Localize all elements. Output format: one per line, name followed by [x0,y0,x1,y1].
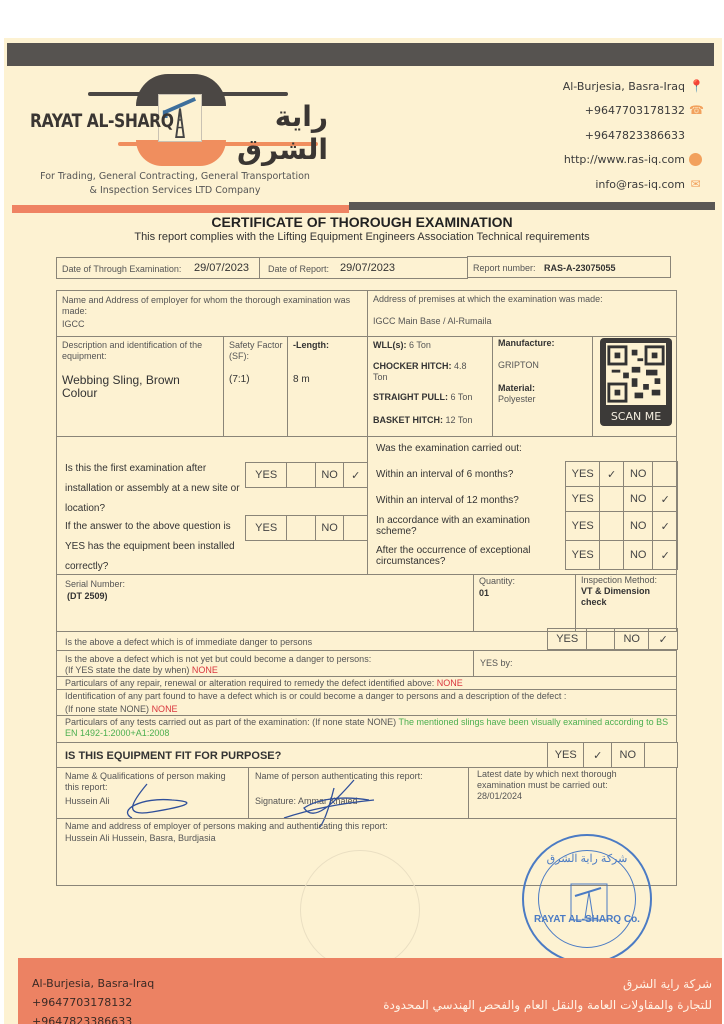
footer-arabic-line-1: شركة راية الشرق [623,977,712,991]
contact-website[interactable]: http://www.ras-iq.com [563,148,702,173]
length-value: 8 m [293,374,310,385]
inspection-method-value: VT & Dimension check [581,586,651,607]
divider-dark [349,202,715,210]
part-defect-value: NONE [151,704,178,714]
question-installed-correctly: If the answer to the above question is YES has the equipment been installed correctly? [65,521,235,572]
exam-scheme-no-checkbox[interactable]: ✓ [660,520,670,533]
telephone-icon: ☎ [689,103,704,118]
scan-me-label: SCAN ME [610,410,662,423]
length-cell: -Length: 8 m [287,336,368,437]
premises-value: IGCC Main Base / Al-Rumaila [373,316,492,326]
employer-cell: Name and Address of employer for whom the thorough examination was made: IGCC [56,290,368,337]
company-tagline [30,170,320,198]
first-exam-yes-checkbox[interactable] [287,463,316,487]
stamp-text-en: RAYAT AL-SHARQ Co. [534,914,640,925]
qr-code-icon [606,343,666,405]
report-maker-cell: Name & Qualifications of person making this report: Hussein Ali [56,767,249,819]
footer-address: Al-Burjesia, Basra-Iraq [32,977,155,990]
premises-cell: Address of premises at which the examination was made: IGCC Main Base / Al-Rumaila [367,290,677,337]
fitness-yes-checkbox[interactable]: ✓ [584,743,612,767]
manufacture-cell: Manufacture: GRIPTON Material: Polyester [492,336,593,437]
serial-number-value: (DT 2509) [67,591,108,601]
repair-cell: Particulars of any repair, renewal or alteration required to remedy the defect identified above: NONE [56,676,677,690]
interval-12-no-checkbox[interactable]: ✓ [660,493,670,506]
exam-scheme-yes-no: YES NO ✓ [565,511,678,541]
interval-6-yes-checkbox[interactable]: ✓ [600,462,624,486]
contact-email[interactable]: info@ras-iq.com ✉ [595,176,701,191]
report-number-value: RAS-A-23075055 [544,263,616,273]
certificate-title: CERTIFICATE OF THOROUGH EXAMINATION [211,214,513,230]
fitness-question: IS THIS EQUIPMENT FIT FOR PURPOSE? [65,750,282,762]
tests-cell: Particulars of any tests carried out as part of the examination: (If none state NONE) The mentioned slings have been visually examined according to BS EN 1492-1:2000+A1:2008 [56,715,677,743]
immediate-danger-no-checkbox[interactable]: ✓ [658,633,668,646]
exam-date-value: 29/07/2023 [194,262,250,274]
report-date-value: 29/07/2023 [340,262,396,274]
manufacture-value: GRIPTON [498,360,539,370]
company-name-en: RAYAT AL-SHARQ [30,110,174,132]
next-exam-cell: Latest date by which next thorough examination must be carried out: 28/01/2024 [468,767,677,819]
company-name-ar: راية الشرق [236,100,328,166]
interval-12-yes-no: YES NO ✓ [565,486,678,512]
report-number-cell: Report number: RAS-A-23075055 [467,256,671,278]
employer-of-persons-cell: Name and address of employer of persons making and authenticating this report: Hussein Ali Hussein, Basra, Burdjasia [56,818,677,886]
tagline-line-2: & Inspection Services LTD Company [89,185,261,196]
quantity-cell: Quantity: 01 [473,574,576,632]
safety-factor-value: (7:1) [229,374,250,385]
interval-12-yes-checkbox[interactable] [600,487,624,511]
top-dark-bar [7,43,714,66]
interval-6-yes-no: YES ✓ NO [565,461,678,487]
question-12-months: Within an interval of 12 months? [376,495,519,506]
quantity-value: 01 [479,588,490,598]
report-authenticator-value: Signature: Ammar Khaled [255,796,358,806]
question-first-exam: Is this the first examination after installation or assembly at a new site or location? [65,463,240,514]
part-defect-cell: Identification of any part found to have a defect which is or could become a danger to persons and a description of the defect : (If none state NONE) NONE [56,689,677,716]
embossed-seal [300,850,420,970]
wll-value: 6 Ton [409,340,431,350]
contact-address: Al-Burjesia, Basra-Iraq 📍 [562,78,704,93]
installed-correctly-no-checkbox[interactable] [344,516,367,540]
company-stamp [522,834,652,964]
material-value: Polyester [498,394,536,404]
interval-6-no-checkbox[interactable] [653,462,677,486]
report-authenticator-cell: Name of person authenticating this report: Signature: Ammar Khaled [248,767,469,819]
yes-by-cell: YES by: [473,650,677,677]
immediate-danger-cell: Is the above a defect which is of immediate danger to persons [56,631,548,651]
equipment-description-cell: Description and identification of the equipment: Webbing Sling, Brown Colour [56,336,224,437]
installation-questions-cell [56,436,368,575]
question-exam-scheme: In accordance with an examination scheme? [376,515,530,537]
footer-phone-1: +9647703178132 [32,996,133,1009]
exam-scheme-yes-checkbox[interactable] [600,512,624,540]
report-date-cell: Date of Report: 29/07/2023 [259,257,468,279]
repair-value: NONE [436,678,463,688]
choker-hitch-value: 4.8 Ton [373,361,467,382]
gear-bottom-icon [136,140,226,166]
basket-hitch-value: 12 Ton [445,415,473,425]
envelope-icon: ✉ [690,176,701,191]
installed-correctly-yes-checkbox[interactable] [287,516,316,540]
exceptional-yes-no: YES NO ✓ [565,540,678,570]
footer-arabic-line-2: للتجارة والمقاولات العامة والنقل العام والفحص الهندسي المحدودة [383,998,712,1012]
future-danger-cell: Is the above a defect which is not yet but could become a danger to persons: (If YES state the date by when) NONE [56,650,474,677]
footer-arabic [383,974,712,1016]
future-danger-value: NONE [191,665,218,675]
immediate-danger-yes-no: YES NO ✓ [547,628,678,650]
footer-contacts [32,974,154,1024]
question-6-months: Within an interval of 6 months? [376,469,514,480]
exceptional-no-checkbox[interactable]: ✓ [660,549,670,562]
company-logo [28,72,328,172]
report-maker-value: Hussein Ali [65,796,110,806]
qr-code[interactable] [600,338,672,426]
equipment-description-value: Webbing Sling, Brown Colour [62,373,180,400]
fitness-cell [56,742,548,768]
fitness-yes-no: YES ✓ NO [547,742,678,768]
maker-signature [112,782,202,822]
exam-date-cell: Date of Through Examination: 29/07/2023 [56,257,260,279]
interval-heading: Was the examination carried out: [376,443,522,454]
installed-correctly-yes-no: YES NO [245,515,368,541]
employer-value: IGCC [62,319,85,329]
fitness-no-checkbox[interactable] [645,743,677,767]
exceptional-yes-checkbox[interactable] [600,541,624,569]
contact-phone-2[interactable]: +9647823386633 [584,128,685,142]
certificate-subtitle: This report complies with the Lifting Equipment Engineers Association Technical requirements [134,231,590,243]
location-pin-icon: 📍 [689,78,704,93]
safety-factor-cell: Safety Factor (SF): (7:1) [223,336,288,437]
employer-of-persons-value: Hussein Ali Hussein, Basra, Burdjasia [65,833,216,843]
immediate-danger-yes-checkbox[interactable] [587,629,615,649]
question-exceptional: After the occurrence of exceptional circumstances? [376,545,531,567]
footer-band [18,958,722,1024]
wll-cell: WLL(s): 6 Ton CHOCKER HITCH: 4.8 Ton STRAIGHT PULL: 6 Ton BASKET HITCH: 12 Ton [367,336,493,437]
footer-phone-2: +9647823386633 [32,1015,133,1024]
first-exam-yes-no: YES NO ✓ [245,462,368,488]
next-exam-date: 28/01/2024 [477,791,523,801]
stamp-text-ar: شركة راية الشرق [546,853,628,865]
straight-pull-value: 6 Ton [450,392,473,402]
tests-value: The mentioned slings have been visually examined according to BS EN 1492-1:2000+A1:2008 [65,717,669,738]
divider-orange [12,205,349,213]
first-exam-no-checkbox[interactable]: ✓ [351,469,361,482]
tagline-line-1: For Trading, General Contracting, General Transportation [40,171,310,182]
inspection-method-cell: Inspection Method: VT & Dimension check [575,574,677,632]
contact-info [563,74,702,197]
globe-icon [689,153,702,166]
contact-phone-1[interactable]: +9647703178132 ☎ [584,103,704,118]
serial-number-cell: Serial Number: (DT 2509) [56,574,474,632]
